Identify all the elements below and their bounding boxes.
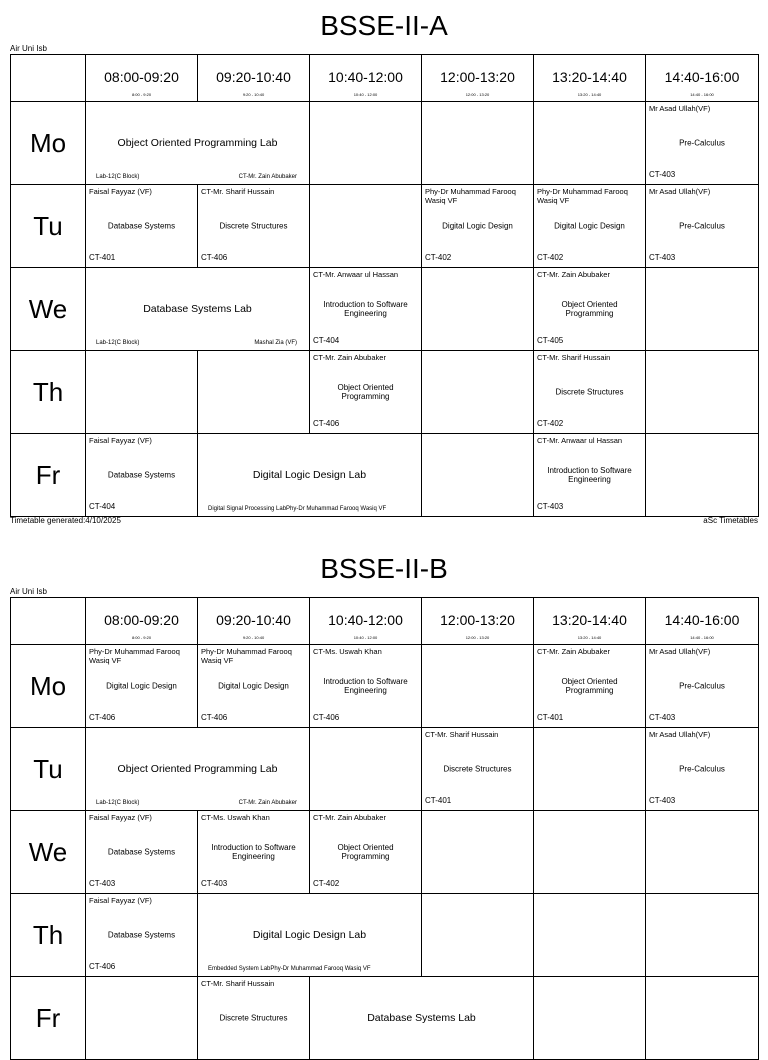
empty-slot [646, 894, 759, 977]
subject-name: Object Oriented Programming [337, 383, 394, 401]
lab-details: Digital Signal Processing LabPhy-Dr Muhammad Farooq Wasiq VF [208, 506, 387, 512]
subject-name: Digital Logic Design [218, 681, 289, 691]
teacher-name: Mr Asad Ullah(VF) [649, 104, 711, 113]
subject-name: Introduction to Software Engineering [323, 300, 408, 318]
teacher-name: Mr Asad Ullah(VF) [649, 730, 711, 739]
lab-room: Lab-12(C Block) [96, 340, 140, 346]
lab-room: Lab-12(C Block) [96, 174, 140, 180]
room-number: CT-405 [537, 336, 564, 345]
empty-slot [646, 268, 759, 351]
empty-slot [198, 351, 310, 434]
empty-slot [534, 102, 646, 185]
subject-name: Discrete Structures [219, 1013, 288, 1023]
room-number: CT-402 [537, 253, 564, 262]
empty-slot [534, 811, 646, 894]
day-label: We [11, 268, 86, 351]
class-cell[interactable] [646, 185, 759, 268]
day-row-th [11, 894, 759, 977]
teacher-name: CT-Mr. Sharif Hussain [537, 353, 611, 362]
teacher-name: Phy-Dr Muhammad Farooq Wasiq VF [201, 647, 292, 665]
generated-footer: Timetable generated:4/10/2025 [10, 516, 121, 525]
subject-name: Database Systems [107, 221, 176, 231]
period-header: 09:20-10:40 9:20 - 10:40 [198, 55, 310, 102]
room-number: CT-404 [313, 336, 340, 345]
teacher-name: Mr Asad Ullah(VF) [649, 647, 711, 656]
period-header: 12:00-13:20 12:00 - 13:20 [422, 598, 534, 645]
lab-cell[interactable] [198, 434, 422, 517]
empty-slot [534, 728, 646, 811]
empty-slot [86, 977, 198, 1060]
teacher-name: CT-Mr. Sharif Hussain [425, 730, 499, 739]
lab-cell[interactable] [198, 894, 422, 977]
day-row-mo [11, 645, 759, 728]
class-cell[interactable] [646, 728, 759, 811]
class-cell[interactable] [646, 102, 759, 185]
room-number: CT-404 [89, 502, 116, 511]
empty-slot [86, 351, 198, 434]
corner-cell [11, 55, 86, 102]
lab-details: Embedded System LabPhy-Dr Muhammad Farooq Wasiq VF [208, 966, 371, 972]
teacher-name: Phy-Dr Muhammad Farooq Wasiq VF [89, 647, 180, 665]
room-number: CT-402 [313, 879, 340, 888]
day-row-fr [11, 977, 759, 1060]
day-label: Fr [11, 977, 86, 1060]
teacher-name: Faisal Fayyaz (VF) [89, 187, 152, 196]
class-cell[interactable] [534, 434, 646, 517]
teacher-name: CT-Mr. Zain Abubaker [537, 647, 610, 656]
class-cell[interactable] [422, 728, 534, 811]
empty-slot [534, 977, 646, 1060]
day-label: Fr [11, 434, 86, 517]
lab-title: Digital Logic Design Lab [252, 929, 367, 941]
subject-name: Discrete Structures [555, 387, 624, 397]
subject-name: Introduction to Software Engineering [323, 677, 408, 695]
subject-name: Introduction to Software Engineering [211, 843, 296, 861]
room-number: CT-403 [649, 253, 676, 262]
empty-slot [422, 645, 534, 728]
period-header: 08:00-09:20 8:00 - 9:20 [86, 598, 198, 645]
day-row-tu [11, 728, 759, 811]
class-cell[interactable] [198, 185, 310, 268]
school-label-a: Air Uni Isb [10, 44, 47, 53]
lab-title: Database Systems Lab [367, 1012, 476, 1024]
subject-name: Digital Logic Design [106, 681, 177, 691]
lab-cell[interactable] [86, 268, 310, 351]
lab-title: Digital Logic Design Lab [252, 469, 367, 481]
day-label: We [11, 811, 86, 894]
subject-name: Digital Logic Design [554, 221, 625, 231]
class-cell[interactable] [86, 811, 198, 894]
teacher-name: CT-Mr. Anwaar ul Hassan [313, 270, 399, 279]
empty-slot [422, 434, 534, 517]
header-row [11, 598, 759, 645]
lab-teacher: CT-Mr. Zain Abubaker [238, 174, 297, 180]
subject-name: Discrete Structures [443, 764, 512, 774]
day-row-we [11, 268, 759, 351]
subject-name: Object Oriented Programming [561, 677, 618, 695]
subject-name: Database Systems [107, 470, 176, 480]
timetable-b-title: BSSE-II-B [320, 553, 448, 584]
lab-title: Database Systems Lab [143, 303, 252, 315]
subject-name: Introduction to Software Engineering [547, 466, 632, 484]
class-cell[interactable] [310, 268, 422, 351]
class-cell[interactable] [198, 811, 310, 894]
lab-cell[interactable] [86, 102, 310, 185]
class-cell[interactable] [534, 645, 646, 728]
room-number: CT-402 [537, 419, 564, 428]
lab-cell[interactable] [86, 728, 310, 811]
class-cell[interactable] [534, 351, 646, 434]
school-label-b: Air Uni Isb [10, 587, 47, 596]
room-number: CT-406 [201, 713, 228, 722]
period-header: 13:20-14:40 13:20 - 14:40 [534, 55, 646, 102]
lab-title: Object Oriented Programming Lab [117, 137, 278, 149]
period-header: 14:40-16:00 14:40 - 16:00 [646, 55, 759, 102]
timetable-b [10, 597, 759, 1060]
class-cell[interactable] [534, 268, 646, 351]
room-number: CT-401 [89, 253, 116, 262]
period-header: 08:00-09:20 8:00 - 9:20 [86, 55, 198, 102]
day-label: Tu [11, 728, 86, 811]
lab-title: Object Oriented Programming Lab [117, 763, 278, 775]
lab-teacher: Mashal Zia (VF) [254, 340, 297, 346]
empty-slot [534, 894, 646, 977]
subject-name: Digital Logic Design [442, 221, 513, 231]
timetable-a-title: BSSE-II-A [320, 10, 448, 41]
teacher-name: CT-Mr. Zain Abubaker [313, 353, 386, 362]
subject-name: Discrete Structures [219, 221, 288, 231]
room-number: CT-403 [537, 502, 564, 511]
room-number: CT-403 [649, 796, 676, 805]
corner-cell [11, 598, 86, 645]
day-label: Th [11, 894, 86, 977]
subject-name: Database Systems [107, 930, 176, 940]
teacher-name: CT-Ms. Uswah Khan [313, 647, 382, 656]
class-cell[interactable] [86, 645, 198, 728]
room-number: CT-403 [649, 170, 676, 179]
teacher-name: CT-Ms. Uswah Khan [201, 813, 270, 822]
subject-name: Pre-Calculus [679, 764, 725, 774]
subject-name: Pre-Calculus [679, 138, 725, 148]
empty-slot [646, 351, 759, 434]
room-number: CT-401 [537, 713, 564, 722]
room-number: CT-406 [89, 962, 116, 971]
room-number: CT-406 [201, 253, 228, 262]
class-cell[interactable] [646, 645, 759, 728]
period-header: 12:00-13:20 12:00 - 13:20 [422, 55, 534, 102]
empty-slot [646, 434, 759, 517]
period-header: 14:40-16:00 14:40 - 16:00 [646, 598, 759, 645]
period-header: 13:20-14:40 13:20 - 14:40 [534, 598, 646, 645]
asc-credit: aSc Timetables [703, 516, 758, 525]
header-row [11, 55, 759, 102]
class-cell[interactable] [422, 185, 534, 268]
lab-room: Lab-12(C Block) [96, 800, 140, 806]
day-row-tu [11, 185, 759, 268]
period-header: 10:40-12:00 10:40 - 12:00 [310, 55, 422, 102]
subject-name: Object Oriented Programming [337, 843, 394, 861]
teacher-name: CT-Mr. Sharif Hussain [201, 187, 275, 196]
class-cell[interactable] [86, 894, 198, 977]
subject-name: Database Systems [107, 847, 176, 857]
room-number: CT-406 [313, 419, 340, 428]
room-number: CT-406 [89, 713, 116, 722]
room-number: CT-403 [201, 879, 228, 888]
empty-slot [310, 185, 422, 268]
class-cell[interactable] [198, 977, 310, 1060]
room-number: CT-403 [89, 879, 116, 888]
room-number: CT-402 [425, 253, 452, 262]
day-row-th [11, 351, 759, 434]
subject-name: Pre-Calculus [679, 221, 725, 231]
teacher-name: Mr Asad Ullah(VF) [649, 187, 711, 196]
empty-slot [646, 811, 759, 894]
teacher-name: CT-Mr. Zain Abubaker [313, 813, 386, 822]
class-cell[interactable] [310, 811, 422, 894]
day-label: Mo [11, 645, 86, 728]
teacher-name: CT-Mr. Zain Abubaker [537, 270, 610, 279]
teacher-name: CT-Mr. Sharif Hussain [201, 979, 275, 988]
class-cell[interactable] [86, 434, 198, 517]
class-cell[interactable] [310, 351, 422, 434]
room-number: CT-401 [425, 796, 452, 805]
empty-slot [422, 268, 534, 351]
timetable-a [10, 54, 759, 517]
room-number: CT-403 [649, 713, 676, 722]
empty-slot [422, 351, 534, 434]
teacher-name: Faisal Fayyaz (VF) [89, 896, 152, 905]
teacher-name: Phy-Dr Muhammad Farooq Wasiq VF [425, 187, 516, 205]
class-cell[interactable] [310, 645, 422, 728]
empty-slot [422, 102, 534, 185]
day-row-fr [11, 434, 759, 517]
empty-slot [422, 811, 534, 894]
day-label: Mo [11, 102, 86, 185]
period-header: 10:40-12:00 10:40 - 12:00 [310, 598, 422, 645]
day-row-mo [11, 102, 759, 185]
empty-slot [310, 728, 422, 811]
period-header: 09:20-10:40 9:20 - 10:40 [198, 598, 310, 645]
room-number: CT-406 [313, 713, 340, 722]
empty-slot [646, 977, 759, 1060]
day-row-we [11, 811, 759, 894]
subject-name: Object Oriented Programming [561, 300, 618, 318]
teacher-name: Faisal Fayyaz (VF) [89, 813, 152, 822]
lab-cell[interactable] [310, 977, 534, 1060]
empty-slot [422, 894, 534, 977]
class-cell[interactable] [86, 185, 198, 268]
class-cell[interactable] [198, 645, 310, 728]
teacher-name: Phy-Dr Muhammad Farooq Wasiq VF [537, 187, 628, 205]
day-label: Th [11, 351, 86, 434]
subject-name: Pre-Calculus [679, 681, 725, 691]
empty-slot [310, 102, 422, 185]
teacher-name: CT-Mr. Anwaar ul Hassan [537, 436, 623, 445]
class-cell[interactable] [534, 185, 646, 268]
teacher-name: Faisal Fayyaz (VF) [89, 436, 152, 445]
day-label: Tu [11, 185, 86, 268]
lab-teacher: CT-Mr. Zain Abubaker [238, 800, 297, 806]
